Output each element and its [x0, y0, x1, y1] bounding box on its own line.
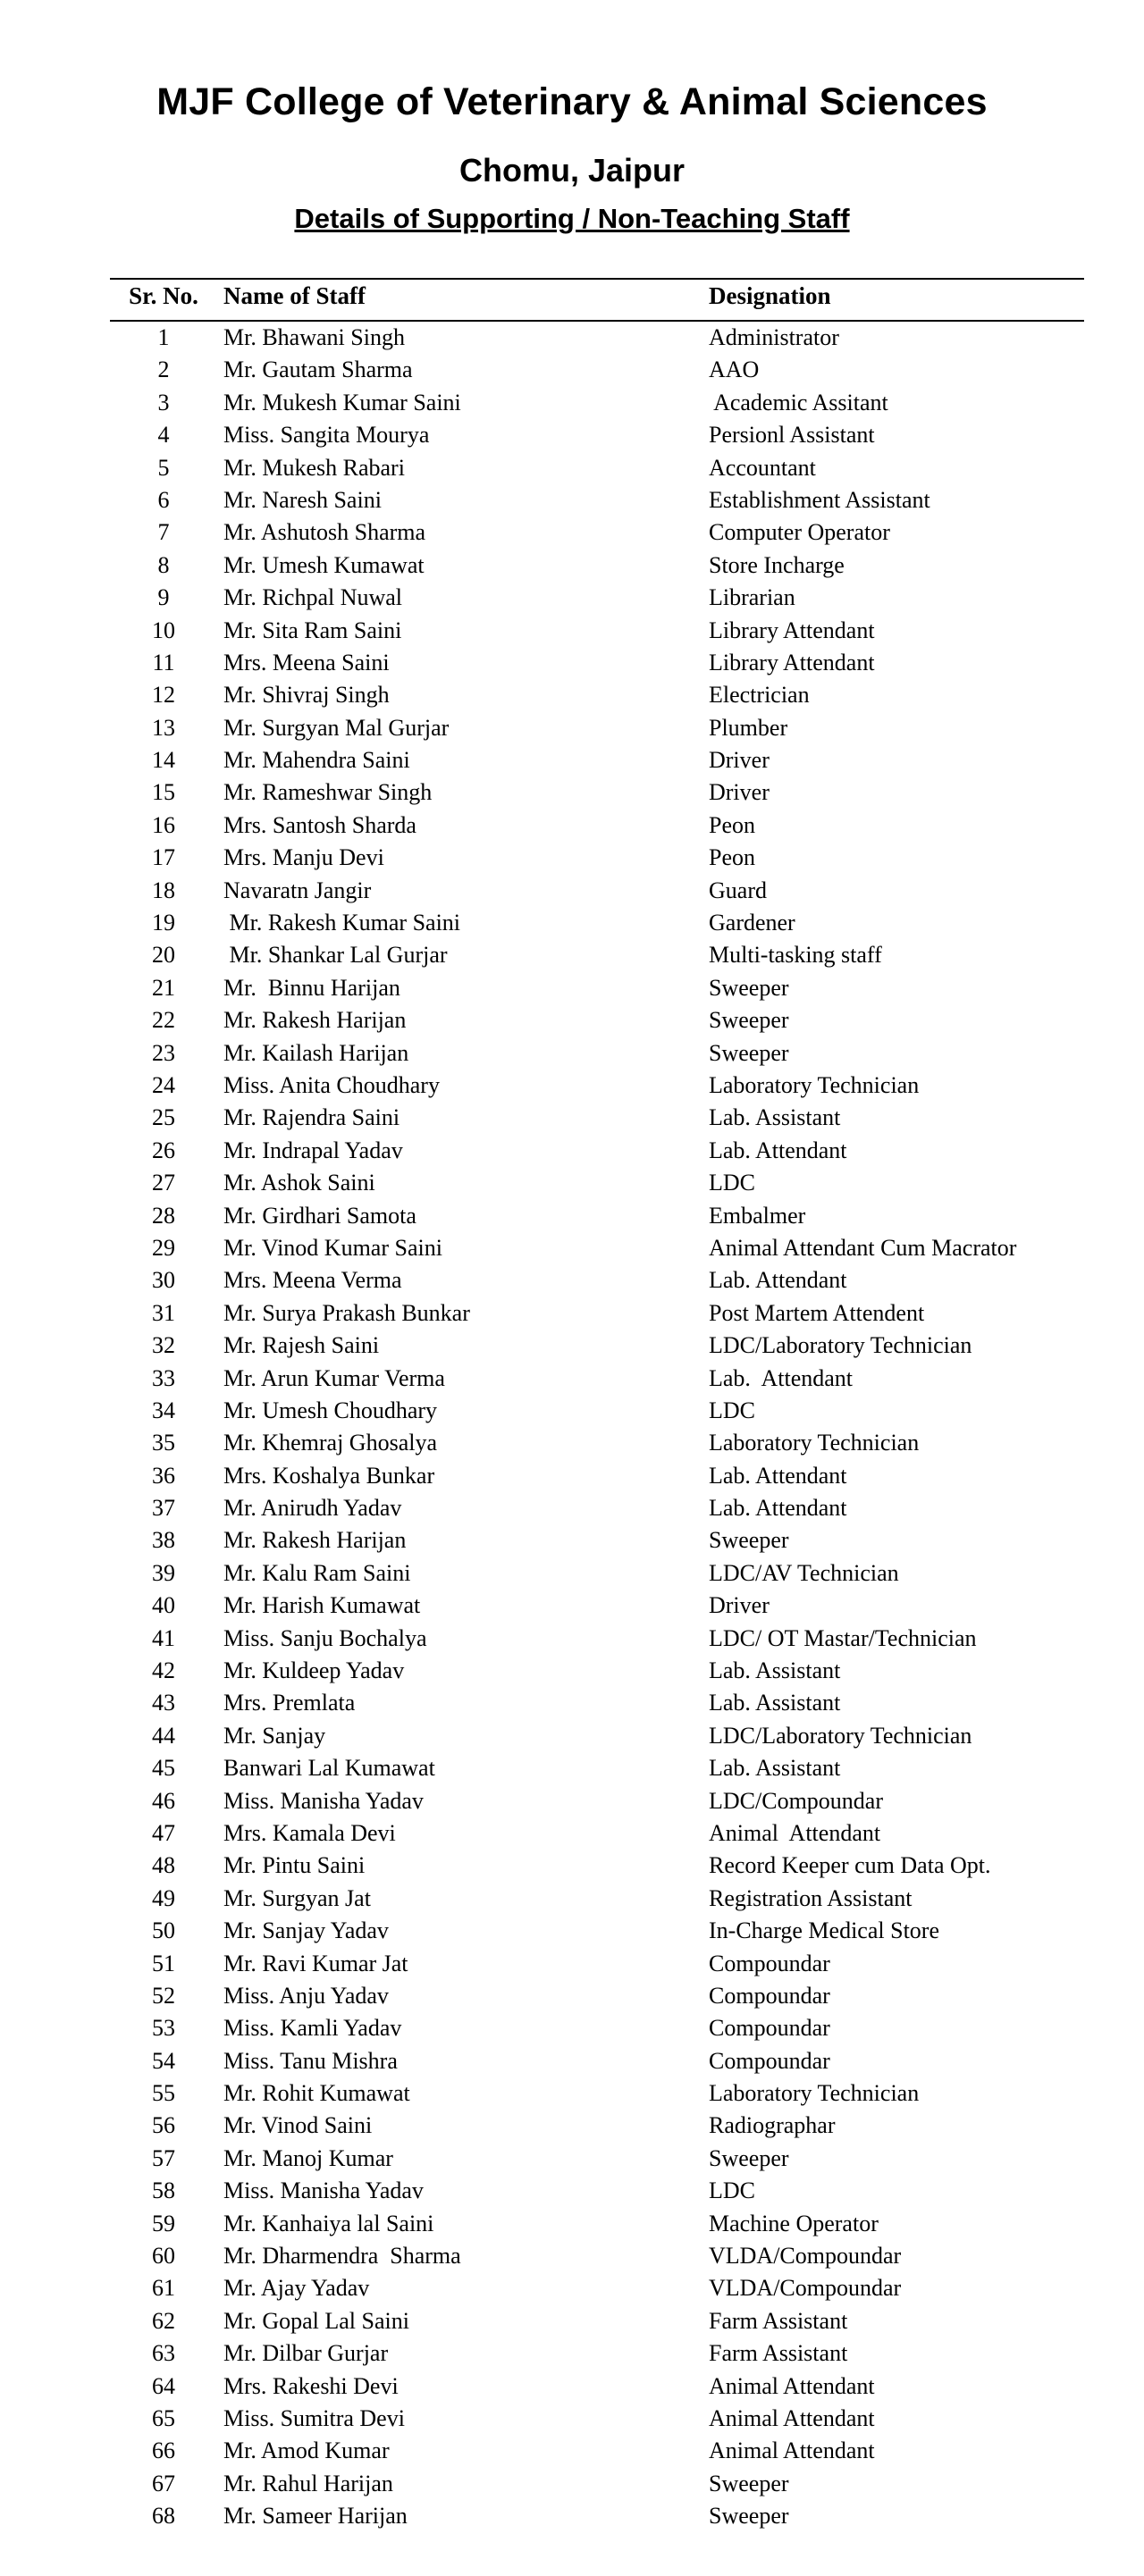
staff-name-cell: Mr. Umesh Kumawat — [223, 551, 425, 578]
document-heading: Details of Supporting / Non-Teaching Staff — [294, 203, 850, 234]
staff-name-cell: Mr. Umesh Choudhary — [223, 1397, 438, 1423]
designation-cell: Radiographar — [709, 2112, 836, 2139]
table-header-row — [0, 282, 1144, 315]
table-row — [0, 1883, 1144, 1915]
sr-no-cell: 63 — [152, 2340, 175, 2367]
designation-cell: Driver — [709, 747, 770, 774]
designation-cell: Library Attendant — [709, 649, 875, 675]
designation-cell: Embalmer — [709, 1202, 806, 1229]
table-row — [0, 1915, 1144, 1947]
sr-no-cell: 10 — [152, 617, 175, 643]
staff-name-cell: Mr. Ashok Saini — [223, 1170, 375, 1196]
table-row — [0, 2175, 1144, 2207]
designation-cell: AAO — [709, 357, 760, 383]
designation-cell: Lab. Assistant — [709, 1690, 841, 1716]
sr-no-cell: 17 — [152, 844, 175, 871]
sr-no-cell: 47 — [152, 1819, 175, 1846]
table-row — [0, 615, 1144, 647]
table-row — [0, 550, 1144, 582]
designation-cell: Animal Attendant Cum Macrator — [709, 1234, 1017, 1261]
sr-no-cell: 15 — [152, 779, 175, 806]
table-row — [0, 1200, 1144, 1232]
staff-name-cell: Mr. Rakesh Kumar Saini — [223, 910, 461, 936]
staff-name-cell: Mr. Anirudh Yadav — [223, 1495, 402, 1522]
designation-cell: LDC/ OT Mastar/Technician — [709, 1624, 977, 1651]
table-row — [0, 1850, 1144, 1882]
sr-no-cell: 54 — [152, 2047, 175, 2074]
sr-no-cell: 36 — [152, 1462, 175, 1489]
table-row — [0, 2110, 1144, 2142]
sr-no-cell: 55 — [152, 2080, 175, 2107]
sr-no-cell: 1 — [157, 324, 170, 350]
designation-cell: LDC/Laboratory Technician — [709, 1722, 972, 1749]
table-row — [0, 1817, 1144, 1850]
designation-cell: Registration Assistant — [709, 1884, 913, 1911]
table-row — [0, 2305, 1144, 2337]
staff-name-cell: Mr. Dilbar Gurjar — [223, 2340, 389, 2367]
sr-no-cell: 44 — [152, 1722, 175, 1749]
sr-no-cell: 18 — [152, 877, 175, 903]
staff-name-cell: Mr. Arun Kumar Verma — [223, 1364, 445, 1391]
designation-cell: Post Martem Attendent — [709, 1299, 925, 1326]
sr-no-cell: 65 — [152, 2405, 175, 2431]
staff-name-cell: Mrs. Premlata — [223, 1690, 356, 1716]
sr-no-cell: 51 — [152, 1950, 175, 1976]
staff-name-cell: Mr. Sameer Harijan — [223, 2503, 408, 2530]
designation-cell: Lab. Attendant — [709, 1462, 847, 1489]
table-row — [0, 1687, 1144, 1719]
designation-cell: Accountant — [709, 454, 816, 481]
sr-no-cell: 30 — [152, 1267, 175, 1294]
staff-name-cell: Miss. Kamli Yadav — [223, 2015, 402, 2042]
sr-no-cell: 12 — [152, 682, 175, 709]
designation-cell: Multi-tasking staff — [709, 942, 882, 969]
staff-name-cell: Miss. Anju Yadav — [223, 1982, 389, 2009]
designation-cell: LDC — [709, 1170, 755, 1196]
table-row — [0, 2468, 1144, 2500]
sr-no-cell: 5 — [157, 454, 170, 481]
designation-cell: Electrician — [709, 682, 810, 709]
staff-name-cell: Mr. Vinod Kumar Saini — [223, 1234, 442, 1261]
sr-no-cell: 37 — [152, 1495, 175, 1522]
sr-no-cell: 21 — [152, 974, 175, 1001]
staff-name-cell: Mr. Girdhari Samota — [223, 1202, 416, 1229]
table-row — [0, 1232, 1144, 1264]
sr-no-cell: 45 — [152, 1755, 175, 1782]
sr-no-cell: 33 — [152, 1364, 175, 1391]
table-row — [0, 1037, 1144, 1070]
table-row — [0, 1004, 1144, 1036]
sr-no-cell: 42 — [152, 1657, 175, 1684]
sr-no-cell: 3 — [157, 389, 170, 415]
staff-name-cell: Miss. Tanu Mishra — [223, 2047, 398, 2074]
table-row — [0, 1948, 1144, 1980]
table-row — [0, 1070, 1144, 1102]
table-row — [0, 2012, 1144, 2044]
table-row — [0, 1590, 1144, 1622]
table-row — [0, 907, 1144, 939]
table-row — [0, 1492, 1144, 1524]
table-row — [0, 1167, 1144, 1199]
sr-no-cell: 19 — [152, 910, 175, 936]
designation-cell: Sweeper — [709, 2470, 789, 2496]
table-row — [0, 1785, 1144, 1817]
staff-name-cell: Mr. Rameshwar Singh — [223, 779, 433, 806]
staff-name-cell: Mr. Richpal Nuwal — [223, 584, 403, 611]
sr-no-cell: 6 — [157, 486, 170, 513]
staff-name-cell: Mrs. Meena Verma — [223, 1267, 402, 1294]
sr-no-cell: 58 — [152, 2177, 175, 2204]
designation-cell: Sweeper — [709, 974, 789, 1001]
table-row — [0, 1330, 1144, 1362]
designation-cell: Driver — [709, 1592, 770, 1619]
table-row — [0, 810, 1144, 842]
column-header-designation: Designation — [709, 282, 831, 309]
staff-name-cell: Miss. Manisha Yadav — [223, 2177, 424, 2204]
staff-name-cell: Mr. Shankar Lal Gurjar — [223, 942, 448, 969]
sr-no-cell: 31 — [152, 1299, 175, 1326]
table-row — [0, 2208, 1144, 2240]
table-row — [0, 1752, 1144, 1784]
sr-no-cell: 53 — [152, 2015, 175, 2042]
table-row — [0, 1623, 1144, 1655]
staff-name-cell: Mr. Manoj Kumar — [223, 2144, 393, 2171]
staff-name-cell: Mr. Amod Kumar — [223, 2438, 390, 2464]
designation-cell: Animal Attendant — [709, 2405, 875, 2431]
designation-cell: Animal Attendant — [709, 1819, 881, 1846]
staff-name-cell: Banwari Lal Kumawat — [223, 1755, 435, 1782]
designation-cell: Lab. Attendant — [709, 1267, 847, 1294]
table-row — [0, 2272, 1144, 2304]
staff-name-cell: Mr. Bhawani Singh — [223, 324, 405, 350]
staff-name-cell: Mr. Pintu Saini — [223, 1852, 366, 1879]
staff-table-body — [0, 322, 1144, 2533]
sr-no-cell: 35 — [152, 1430, 175, 1456]
designation-cell: Library Attendant — [709, 617, 875, 643]
table-row — [0, 1980, 1144, 2012]
designation-cell: Academic Assitant — [709, 389, 888, 415]
staff-name-cell: Miss. Anita Choudhary — [223, 1071, 440, 1098]
designation-cell: Compoundar — [709, 1950, 830, 1976]
table-row — [0, 452, 1144, 484]
table-row — [0, 2337, 1144, 2370]
staff-name-cell: Mr. Khemraj Ghosalya — [223, 1430, 438, 1456]
table-row — [0, 322, 1144, 354]
sr-no-cell: 66 — [152, 2438, 175, 2464]
staff-name-cell: Mr. Kalu Ram Saini — [223, 1559, 411, 1586]
staff-name-cell: Mr. Ravi Kumar Jat — [223, 1950, 408, 1976]
designation-cell: Guard — [709, 877, 767, 903]
sr-no-cell: 59 — [152, 2210, 175, 2236]
designation-cell: Laboratory Technician — [709, 2080, 920, 2107]
staff-name-cell: Mr. Rajesh Saini — [223, 1332, 380, 1359]
designation-cell: Sweeper — [709, 1007, 789, 1034]
sr-no-cell: 23 — [152, 1039, 175, 1066]
designation-cell: LDC — [709, 2177, 755, 2204]
table-row — [0, 354, 1144, 386]
staff-name-cell: Mr. Gopal Lal Saini — [223, 2307, 409, 2334]
sr-no-cell: 22 — [152, 1007, 175, 1034]
sr-no-cell: 4 — [157, 422, 170, 449]
staff-name-cell: Mr. Harish Kumawat — [223, 1592, 421, 1619]
staff-name-cell: Mr. Sita Ram Saini — [223, 617, 402, 643]
designation-cell: Record Keeper cum Data Opt. — [709, 1852, 991, 1879]
sr-no-cell: 43 — [152, 1690, 175, 1716]
designation-cell: Sweeper — [709, 1527, 789, 1554]
designation-cell: Gardener — [709, 910, 795, 936]
sr-no-cell: 34 — [152, 1397, 175, 1423]
column-header-sr-no: Sr. No. — [129, 282, 198, 309]
staff-name-cell: Mr. Mukesh Kumar Saini — [223, 389, 461, 415]
table-row — [0, 776, 1144, 809]
table-row — [0, 2500, 1144, 2532]
designation-cell: Establishment Assistant — [709, 486, 930, 513]
designation-cell: Lab. Attendant — [709, 1137, 847, 1163]
designation-cell: Animal Attendant — [709, 2438, 875, 2464]
designation-cell: Compoundar — [709, 2047, 830, 2074]
designation-cell: Sweeper — [709, 2144, 789, 2171]
designation-cell: Administrator — [709, 324, 839, 350]
sr-no-cell: 8 — [157, 551, 170, 578]
staff-name-cell: Mr. Rahul Harijan — [223, 2470, 393, 2496]
sr-no-cell: 14 — [152, 747, 175, 774]
designation-cell: Computer Operator — [709, 519, 890, 546]
table-row — [0, 1135, 1144, 1167]
sr-no-cell: 46 — [152, 1787, 175, 1814]
staff-name-cell: Mr. Kuldeep Yadav — [223, 1657, 405, 1684]
sr-no-cell: 50 — [152, 1917, 175, 1944]
sr-no-cell: 29 — [152, 1234, 175, 1261]
staff-name-cell: Mr. Binnu Harijan — [223, 974, 400, 1001]
table-row — [0, 419, 1144, 451]
designation-cell: LDC — [709, 1397, 755, 1423]
staff-name-cell: Mr. Mukesh Rabari — [223, 454, 405, 481]
staff-name-cell: Mr. Ashutosh Sharma — [223, 519, 426, 546]
table-row — [0, 647, 1144, 679]
designation-cell: Laboratory Technician — [709, 1430, 920, 1456]
table-row — [0, 939, 1144, 971]
sr-no-cell: 26 — [152, 1137, 175, 1163]
table-row — [0, 2240, 1144, 2272]
staff-name-cell: Mr. Rakesh Harijan — [223, 1007, 407, 1034]
sr-no-cell: 62 — [152, 2307, 175, 2334]
table-row — [0, 582, 1144, 614]
staff-name-cell: Mrs. Santosh Sharda — [223, 811, 416, 838]
sr-no-cell: 32 — [152, 1332, 175, 1359]
table-top-rule — [110, 278, 1084, 280]
staff-name-cell: Mrs. Kamala Devi — [223, 1819, 396, 1846]
sr-no-cell: 11 — [152, 649, 175, 675]
designation-cell: Lab. Attendant — [709, 1495, 847, 1522]
table-row — [0, 679, 1144, 711]
staff-name-cell: Mr. Sanjay Yadav — [223, 1917, 389, 1944]
sr-no-cell: 52 — [152, 1982, 175, 2009]
designation-cell: Lab. Attendant — [709, 1364, 854, 1391]
table-row — [0, 1557, 1144, 1590]
sr-no-cell: 68 — [152, 2503, 175, 2530]
staff-name-cell: Mr. Vinod Saini — [223, 2112, 373, 2139]
college-title: MJF College of Veterinary & Animal Sciences — [156, 80, 988, 123]
table-row — [0, 2435, 1144, 2467]
staff-name-cell: Mrs. Rakeshi Devi — [223, 2372, 399, 2399]
sr-no-cell: 16 — [152, 811, 175, 838]
table-row — [0, 2143, 1144, 2175]
designation-cell: Librarian — [709, 584, 795, 611]
designation-cell: LDC/AV Technician — [709, 1559, 899, 1586]
staff-name-cell: Mr. Kanhaiya lal Saini — [223, 2210, 434, 2236]
sr-no-cell: 39 — [152, 1559, 175, 1586]
table-row — [0, 744, 1144, 776]
designation-cell: Animal Attendant — [709, 2372, 875, 2399]
sr-no-cell: 13 — [152, 714, 175, 741]
designation-cell: Farm Assistant — [709, 2307, 848, 2334]
sr-no-cell: 40 — [152, 1592, 175, 1619]
table-row — [0, 1460, 1144, 1492]
sr-no-cell: 25 — [152, 1104, 175, 1131]
table-row — [0, 875, 1144, 907]
table-row — [0, 972, 1144, 1004]
designation-cell: Lab. Assistant — [709, 1657, 841, 1684]
staff-name-cell: Navaratn Jangir — [223, 877, 372, 903]
sr-no-cell: 67 — [152, 2470, 175, 2496]
designation-cell: Compoundar — [709, 1982, 830, 2009]
table-row — [0, 842, 1144, 874]
sr-no-cell: 48 — [152, 1852, 175, 1879]
table-row — [0, 1264, 1144, 1296]
designation-cell: VLDA/Compoundar — [709, 2243, 902, 2270]
designation-cell: Farm Assistant — [709, 2340, 848, 2367]
staff-name-cell: Mr. Shivraj Singh — [223, 682, 390, 709]
sr-no-cell: 27 — [152, 1170, 175, 1196]
staff-name-cell: Mr. Surya Prakash Bunkar — [223, 1299, 470, 1326]
designation-cell: LDC/Laboratory Technician — [709, 1332, 972, 1359]
designation-cell: LDC/Compoundar — [709, 1787, 883, 1814]
table-row — [0, 712, 1144, 744]
sr-no-cell: 7 — [157, 519, 170, 546]
staff-name-cell: Mrs. Manju Devi — [223, 844, 384, 871]
staff-name-cell: Mr. Ajay Yadav — [223, 2275, 370, 2302]
designation-cell: Store Incharge — [709, 551, 845, 578]
designation-cell: Sweeper — [709, 1039, 789, 1066]
staff-name-cell: Mr. Kailash Harijan — [223, 1039, 409, 1066]
sr-no-cell: 64 — [152, 2372, 175, 2399]
staff-name-cell: Mr. Mahendra Saini — [223, 747, 410, 774]
staff-name-cell: Mrs. Meena Saini — [223, 649, 390, 675]
staff-name-cell: Mr. Surgyan Mal Gurjar — [223, 714, 450, 741]
designation-cell: Laboratory Technician — [709, 1071, 920, 1098]
staff-name-cell: Mr. Rakesh Harijan — [223, 1527, 407, 1554]
sr-no-cell: 9 — [157, 584, 170, 611]
table-row — [0, 1524, 1144, 1557]
designation-cell: Driver — [709, 779, 770, 806]
table-row — [0, 2077, 1144, 2110]
table-row — [0, 1655, 1144, 1687]
table-row — [0, 2370, 1144, 2403]
designation-cell: Sweeper — [709, 2503, 789, 2530]
sr-no-cell: 41 — [152, 1624, 175, 1651]
staff-name-cell: Mrs. Koshalya Bunkar — [223, 1462, 435, 1489]
designation-cell: Persionl Assistant — [709, 422, 875, 449]
staff-name-cell: Mr. Surgyan Jat — [223, 1884, 371, 1911]
sr-no-cell: 56 — [152, 2112, 175, 2139]
designation-cell: Lab. Assistant — [709, 1104, 841, 1131]
staff-name-cell: Mr. Rohit Kumawat — [223, 2080, 410, 2107]
sr-no-cell: 60 — [152, 2243, 175, 2270]
table-row — [0, 2045, 1144, 2077]
sr-no-cell: 20 — [152, 942, 175, 969]
sr-no-cell: 28 — [152, 1202, 175, 1229]
table-row — [0, 2403, 1144, 2435]
designation-cell: Machine Operator — [709, 2210, 879, 2236]
staff-name-cell: Miss. Sangita Mourya — [223, 422, 430, 449]
table-row — [0, 1102, 1144, 1134]
table-row — [0, 1395, 1144, 1427]
sr-no-cell: 38 — [152, 1527, 175, 1554]
sr-no-cell: 2 — [157, 357, 170, 383]
staff-name-cell: Miss. Manisha Yadav — [223, 1787, 424, 1814]
staff-name-cell: Mr. Gautam Sharma — [223, 357, 413, 383]
sr-no-cell: 49 — [152, 1884, 175, 1911]
table-row — [0, 484, 1144, 516]
designation-cell: Peon — [709, 844, 755, 871]
designation-cell: Compoundar — [709, 2015, 830, 2042]
sr-no-cell: 57 — [152, 2144, 175, 2171]
column-header-name: Name of Staff — [223, 282, 366, 309]
college-location: Chomu, Jaipur — [458, 152, 686, 189]
table-row — [0, 516, 1144, 549]
table-row — [0, 1720, 1144, 1752]
staff-name-cell: Mr. Rajendra Saini — [223, 1104, 400, 1131]
table-row — [0, 1363, 1144, 1395]
table-row — [0, 1297, 1144, 1330]
designation-cell: In-Charge Medical Store — [709, 1917, 939, 1944]
staff-name-cell: Miss. Sanju Bochalya — [223, 1624, 427, 1651]
designation-cell: Lab. Assistant — [709, 1755, 841, 1782]
designation-cell: Plumber — [709, 714, 788, 741]
sr-no-cell: 61 — [152, 2275, 175, 2302]
table-row — [0, 387, 1144, 419]
staff-name-cell: Mr. Naresh Saini — [223, 486, 382, 513]
designation-cell: VLDA/Compoundar — [709, 2275, 902, 2302]
staff-name-cell: Mr. Dharmendra Sharma — [223, 2243, 461, 2270]
staff-name-cell: Mr. Indrapal Yadav — [223, 1137, 403, 1163]
designation-cell: Peon — [709, 811, 755, 838]
table-row — [0, 1427, 1144, 1459]
staff-name-cell: Miss. Sumitra Devi — [223, 2405, 405, 2431]
sr-no-cell: 24 — [152, 1071, 175, 1098]
staff-name-cell: Mr. Sanjay — [223, 1722, 326, 1749]
